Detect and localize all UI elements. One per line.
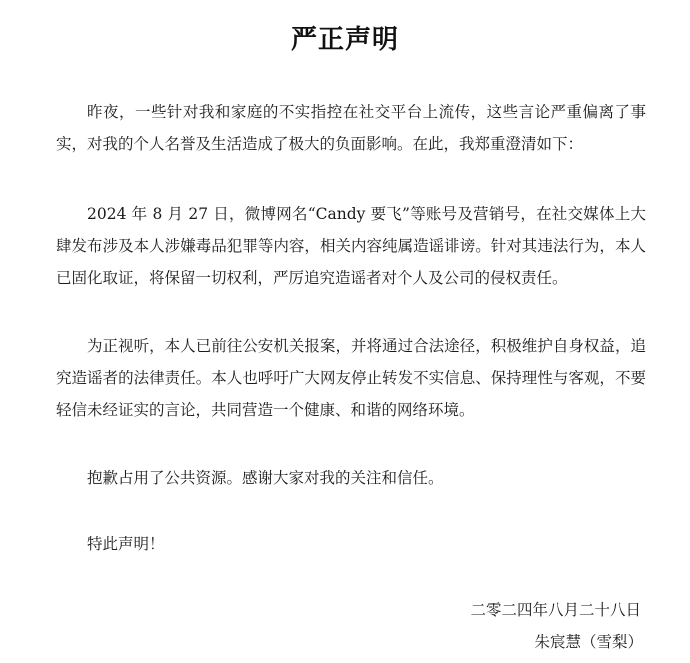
paragraph-incident: 2024 年 8 月 27 日，微博网名“Candy 要飞”等账号及营销号，在社交媒体上大肆发布涉及本人涉嫌毒品犯罪等内容，相关内容纯属造谣诽谤。针对其违法行为，本人已固化取证，将保留一切权利，严厉追究造谣者对个人及公司的侵权责任。 bbox=[56, 205, 646, 287]
paragraph-intro: 昨夜，一些针对我和家庭的不实指控在社交平台上流传，这些言论严重偏离了事实，对我的个人名誉及生活造成了极大的负面影响。在此，我郑重澄清如下： bbox=[56, 103, 646, 153]
signature-name: 朱宸慧（雪梨） bbox=[534, 633, 643, 651]
document-title: 严正声明 bbox=[290, 25, 399, 55]
paragraph-closing: 特此声明！ bbox=[87, 535, 165, 553]
paragraph-legal-action: 为正视听，本人已前往公安机关报案，并将通过合法途径，积极维护自身权益，追究造谣者的法律责任。本人也呼吁广大网友停止转发不实信息、保持理性与客观，不要轻信未经证实的言论，共同营造一个健康、和谐的网络环境。 bbox=[56, 337, 646, 419]
document-date: 二零二四年八月二十八日 bbox=[470, 601, 641, 619]
paragraph-apology: 抱歉占用了公共资源。感谢大家对我的关注和信任。 bbox=[87, 469, 444, 487]
